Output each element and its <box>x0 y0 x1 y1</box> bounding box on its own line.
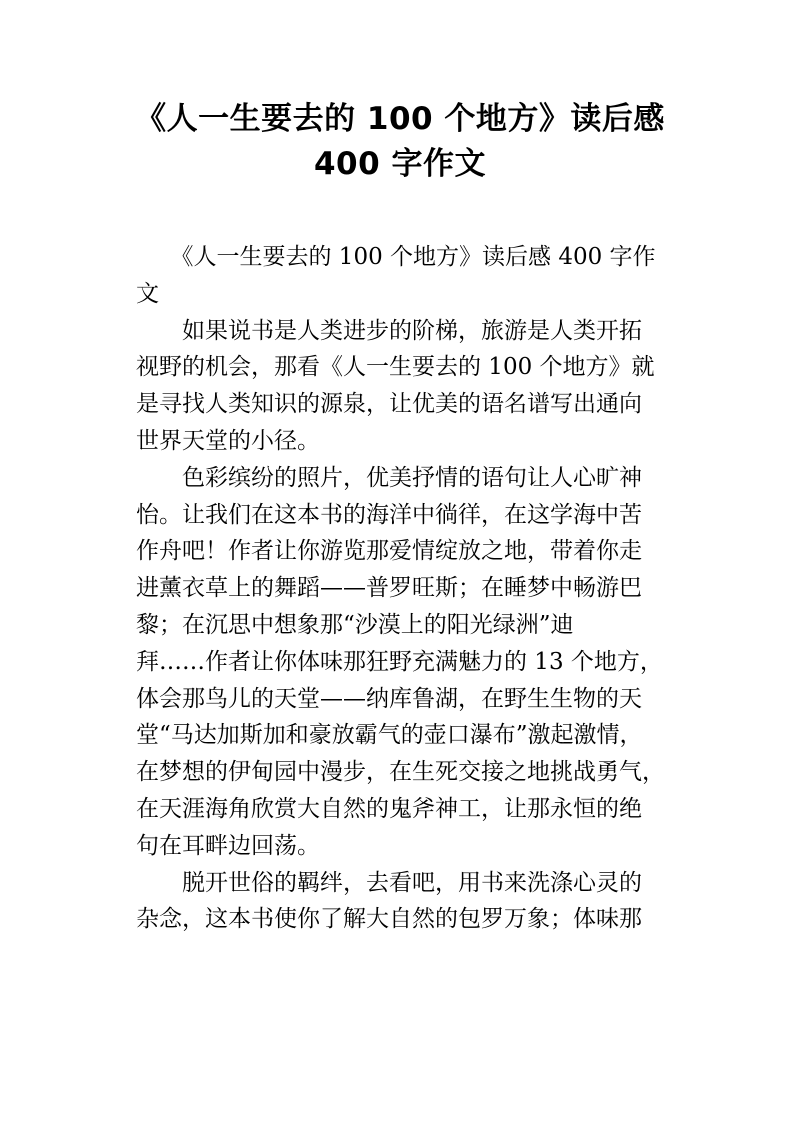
essay-line: 是寻找人类知识的源泉，让优美的语名谱写出通向 <box>136 391 642 418</box>
essay-line: 《人一生要去的 100 个地方》读后感 400 字作 <box>136 244 656 270</box>
essay-body <box>136 239 676 938</box>
essay-line: 体会那鸟儿的天堂——纳库鲁湖，在野生生物的天 <box>136 685 642 712</box>
document-title-line-2: 400 字作文 <box>313 146 486 182</box>
essay-line: 脱开世俗的羁绊，去看吧，用书来洗涤心灵的 <box>136 869 642 896</box>
essay-line: 文 <box>136 280 159 307</box>
essay-line: 在梦想的伊甸园中漫步，在生死交接之地挑战勇气， <box>136 759 665 786</box>
essay-line: 世界天堂的小径。 <box>136 427 320 454</box>
essay-line: 作舟吧！作者让你游览那爱情绽放之地，带着你走 <box>136 538 642 565</box>
essay-line: 怡。让我们在这本书的海洋中徜徉，在这学海中苦 <box>136 501 642 528</box>
essay-line: 在天涯海角欣赏大自然的鬼斧神工，让那永恒的绝 <box>136 795 642 822</box>
essay-line: 色彩缤纷的照片，优美抒情的语句让人心旷神 <box>136 464 642 491</box>
essay-line: 如果说书是人类进步的阶梯，旅游是人类开拓 <box>136 317 642 344</box>
essay-line: 杂念，这本书使你了解大自然的包罗万象；体味那 <box>136 906 642 933</box>
essay-line: 进薰衣草上的舞蹈——普罗旺斯；在睡梦中畅游巴 <box>136 575 642 602</box>
document-title-line-1: 《人一生要去的 100 个地方》读后感 <box>135 101 665 137</box>
essay-line: 视野的机会，那看《人一生要去的 100 个地方》就 <box>136 354 655 381</box>
essay-line: 黎；在沉思中想象那“沙漠上的阳光绿洲”迪 <box>136 611 574 638</box>
essay-line: 堂“马达加斯加和豪放霸气的壶口瀑布”激起激情， <box>136 722 643 749</box>
essay-line: 拜……作者让你体味那狂野充满魅力的 13 个地方， <box>136 648 663 675</box>
essay-line: 句在耳畔边回荡。 <box>136 832 320 859</box>
